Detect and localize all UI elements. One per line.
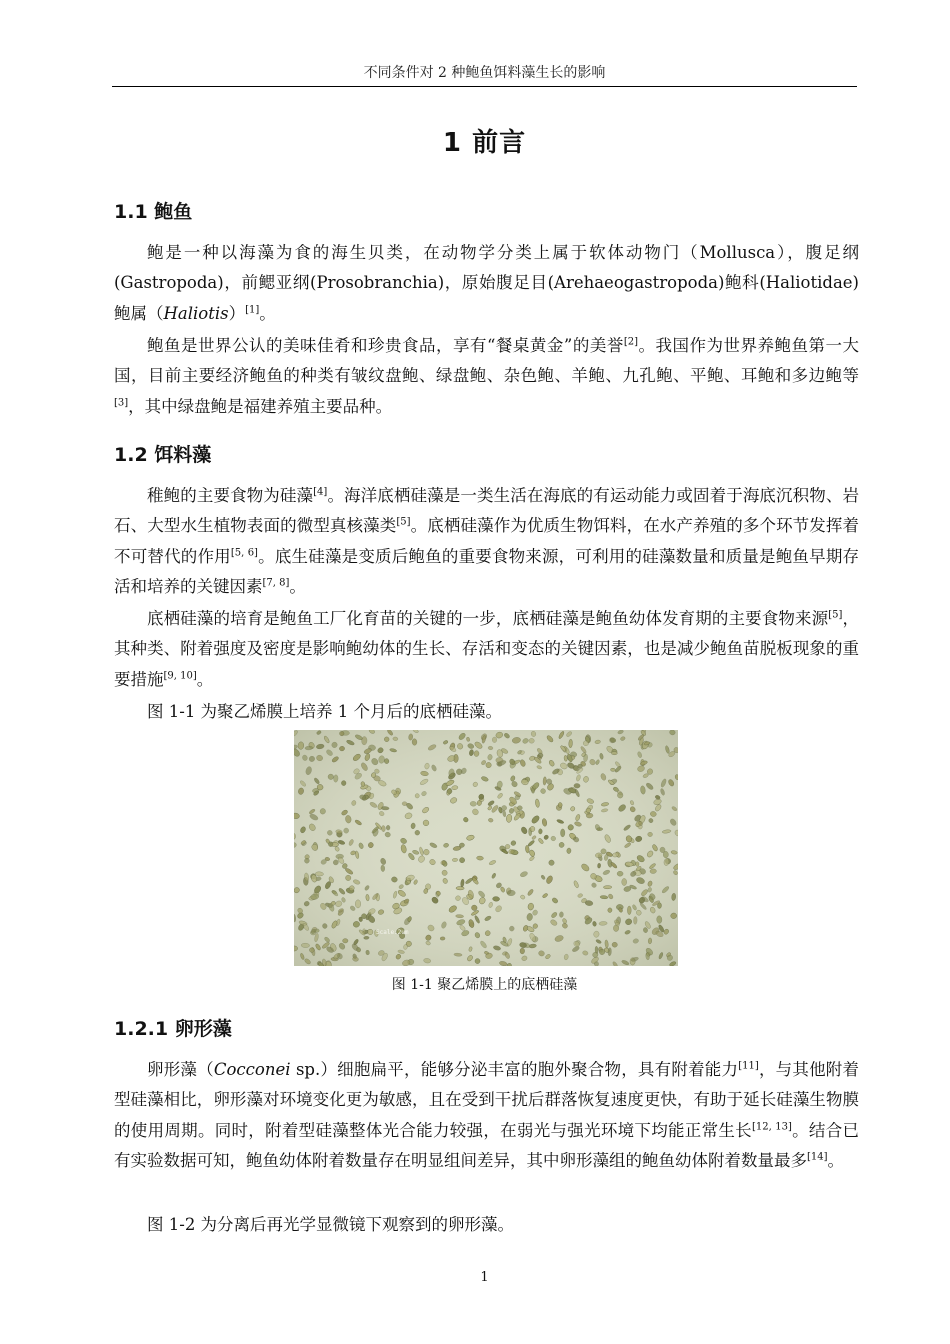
text-run: 鲍鱼是世界公认的美味佳肴和珍贵食品，享有“餐桌黄金”的美誉: [147, 336, 624, 355]
text-run: 鲍是一种以海藻为食的海生贝类，在动物学分类上属于软体动物门（Mollusca），腹足纲(Gastropoda)，前鳃亚纲(Prosobranchia)，原始腹足目(Arehaeogastropoda)鲍科(Haliotidae)鲍属（: [114, 243, 859, 323]
citation-ref: [5]: [396, 516, 411, 528]
text-run: ，其中绿盘鲍是福建养殖主要品种。: [128, 396, 393, 416]
citation-ref: [11]: [738, 1060, 759, 1072]
chapter-title: 1 前言: [442, 128, 527, 158]
citation-ref: [3]: [114, 397, 129, 409]
text-run: 。我国作为世界养鲍鱼第一大国，目前主要经济鲍鱼的种类有皱纹盘鲍、绿盘鲍、杂色鲍、羊鲍、九孔鲍、平鲍、耳鲍和多边鲍等: [114, 336, 860, 386]
micrograph-figure: [294, 730, 678, 966]
italic-text: Cocconei: [213, 1060, 291, 1079]
text-run: 。: [289, 577, 306, 597]
paragraph: [114, 331, 859, 422]
citation-ref: [14]: [807, 1151, 828, 1163]
page-number: 1: [480, 1270, 489, 1285]
text-run: 。: [196, 669, 214, 689]
text-run: 卵形藻（: [147, 1060, 214, 1079]
scale-label: Scale:2um: [376, 929, 409, 936]
paragraph: [114, 1055, 859, 1177]
text-run: 稚鲍的主要食物为硅藻: [147, 486, 314, 505]
text-run: ，其种类、附着强度及密度是影响鲍幼体的生长、存活和变态的关键因素，也是减少鲍鱼苗脱板现象的重要措施: [114, 609, 860, 689]
text-run: 。海洋底栖硅藻是一类生活在海底的有运动能力或固着于海底沉积物、岩石、大型水生植物表面的微型真核藻类: [114, 486, 860, 536]
text-run: 图 1-1 为聚乙烯膜上培养 1 个月后的底栖硅藻。: [147, 702, 503, 721]
citation-ref: [4]: [313, 486, 328, 498]
text-run: 底栖硅藻的培育是鲍鱼工厂化育苗的关键的一步，底栖硅藻是鲍鱼幼体发育期的主要食物来源: [147, 609, 829, 628]
figure-caption: 图 1-1 聚乙烯膜上的底栖硅藻: [391, 977, 578, 993]
paragraph: [114, 1210, 859, 1240]
text-run: 。结合已有实验数据可知，鲍鱼幼体附着数量存在明显组间差异，其中卵形藻组的鲍鱼幼体附着数量最多: [114, 1120, 860, 1171]
italic-text: Haliotis: [163, 303, 229, 323]
text-run: 。底栖硅藻作为优质生物饵料，在水产养殖的多个环节发挥着不可替代的作用: [114, 516, 860, 566]
text-run: sp.）细胞扁平，能够分泌丰富的胞外聚合物，具有附着能力: [290, 1060, 739, 1079]
citation-ref: [1]: [245, 304, 260, 316]
citation-ref: [9, 10]: [163, 670, 197, 682]
citation-ref: [2]: [623, 336, 639, 348]
header-divider: [112, 86, 857, 87]
paragraph: [114, 697, 859, 727]
citation-ref: [5, 6]: [230, 547, 258, 559]
citation-ref: [7, 8]: [262, 577, 290, 589]
running-header: 不同条件对 2 种鲍鱼饵料藻生长的影响: [363, 65, 606, 81]
paragraph: [114, 238, 859, 329]
paragraph: [114, 604, 859, 695]
paragraph: [114, 481, 859, 603]
text-run: ）: [228, 303, 246, 323]
text-run: ，与其他附着型硅藻相比，卵形藻对环境变化更为敏感，且在受到干扰后群落恢复速度更快，有助于延长硅藻生物膜的使用周期。同时，附着型硅藻整体光合能力较强，在弱光与强光环境下均能正常生长: [114, 1060, 859, 1140]
text-run: 。底生硅藻是变质后鲍鱼的重要食物来源，可利用的硅藻数量和质量是鲍鱼早期存活和培养的关键因素: [114, 546, 860, 597]
section-heading-1-2: 1.2 饵料藻: [114, 444, 212, 466]
citation-ref: [12, 13]: [751, 1121, 792, 1133]
micrograph-image: [294, 730, 678, 966]
section-heading-1-2-1: 1.2.1 卵形藻: [114, 1018, 232, 1040]
citation-ref: [5]: [828, 609, 843, 621]
text-run: 图 1-2 为分离后再光学显微镜下观察到的卵形藻。: [147, 1215, 515, 1234]
text-run: 。: [259, 303, 276, 323]
section-heading-1-1: 1.1 鲍鱼: [114, 201, 193, 223]
text-run: 。: [827, 1151, 845, 1171]
